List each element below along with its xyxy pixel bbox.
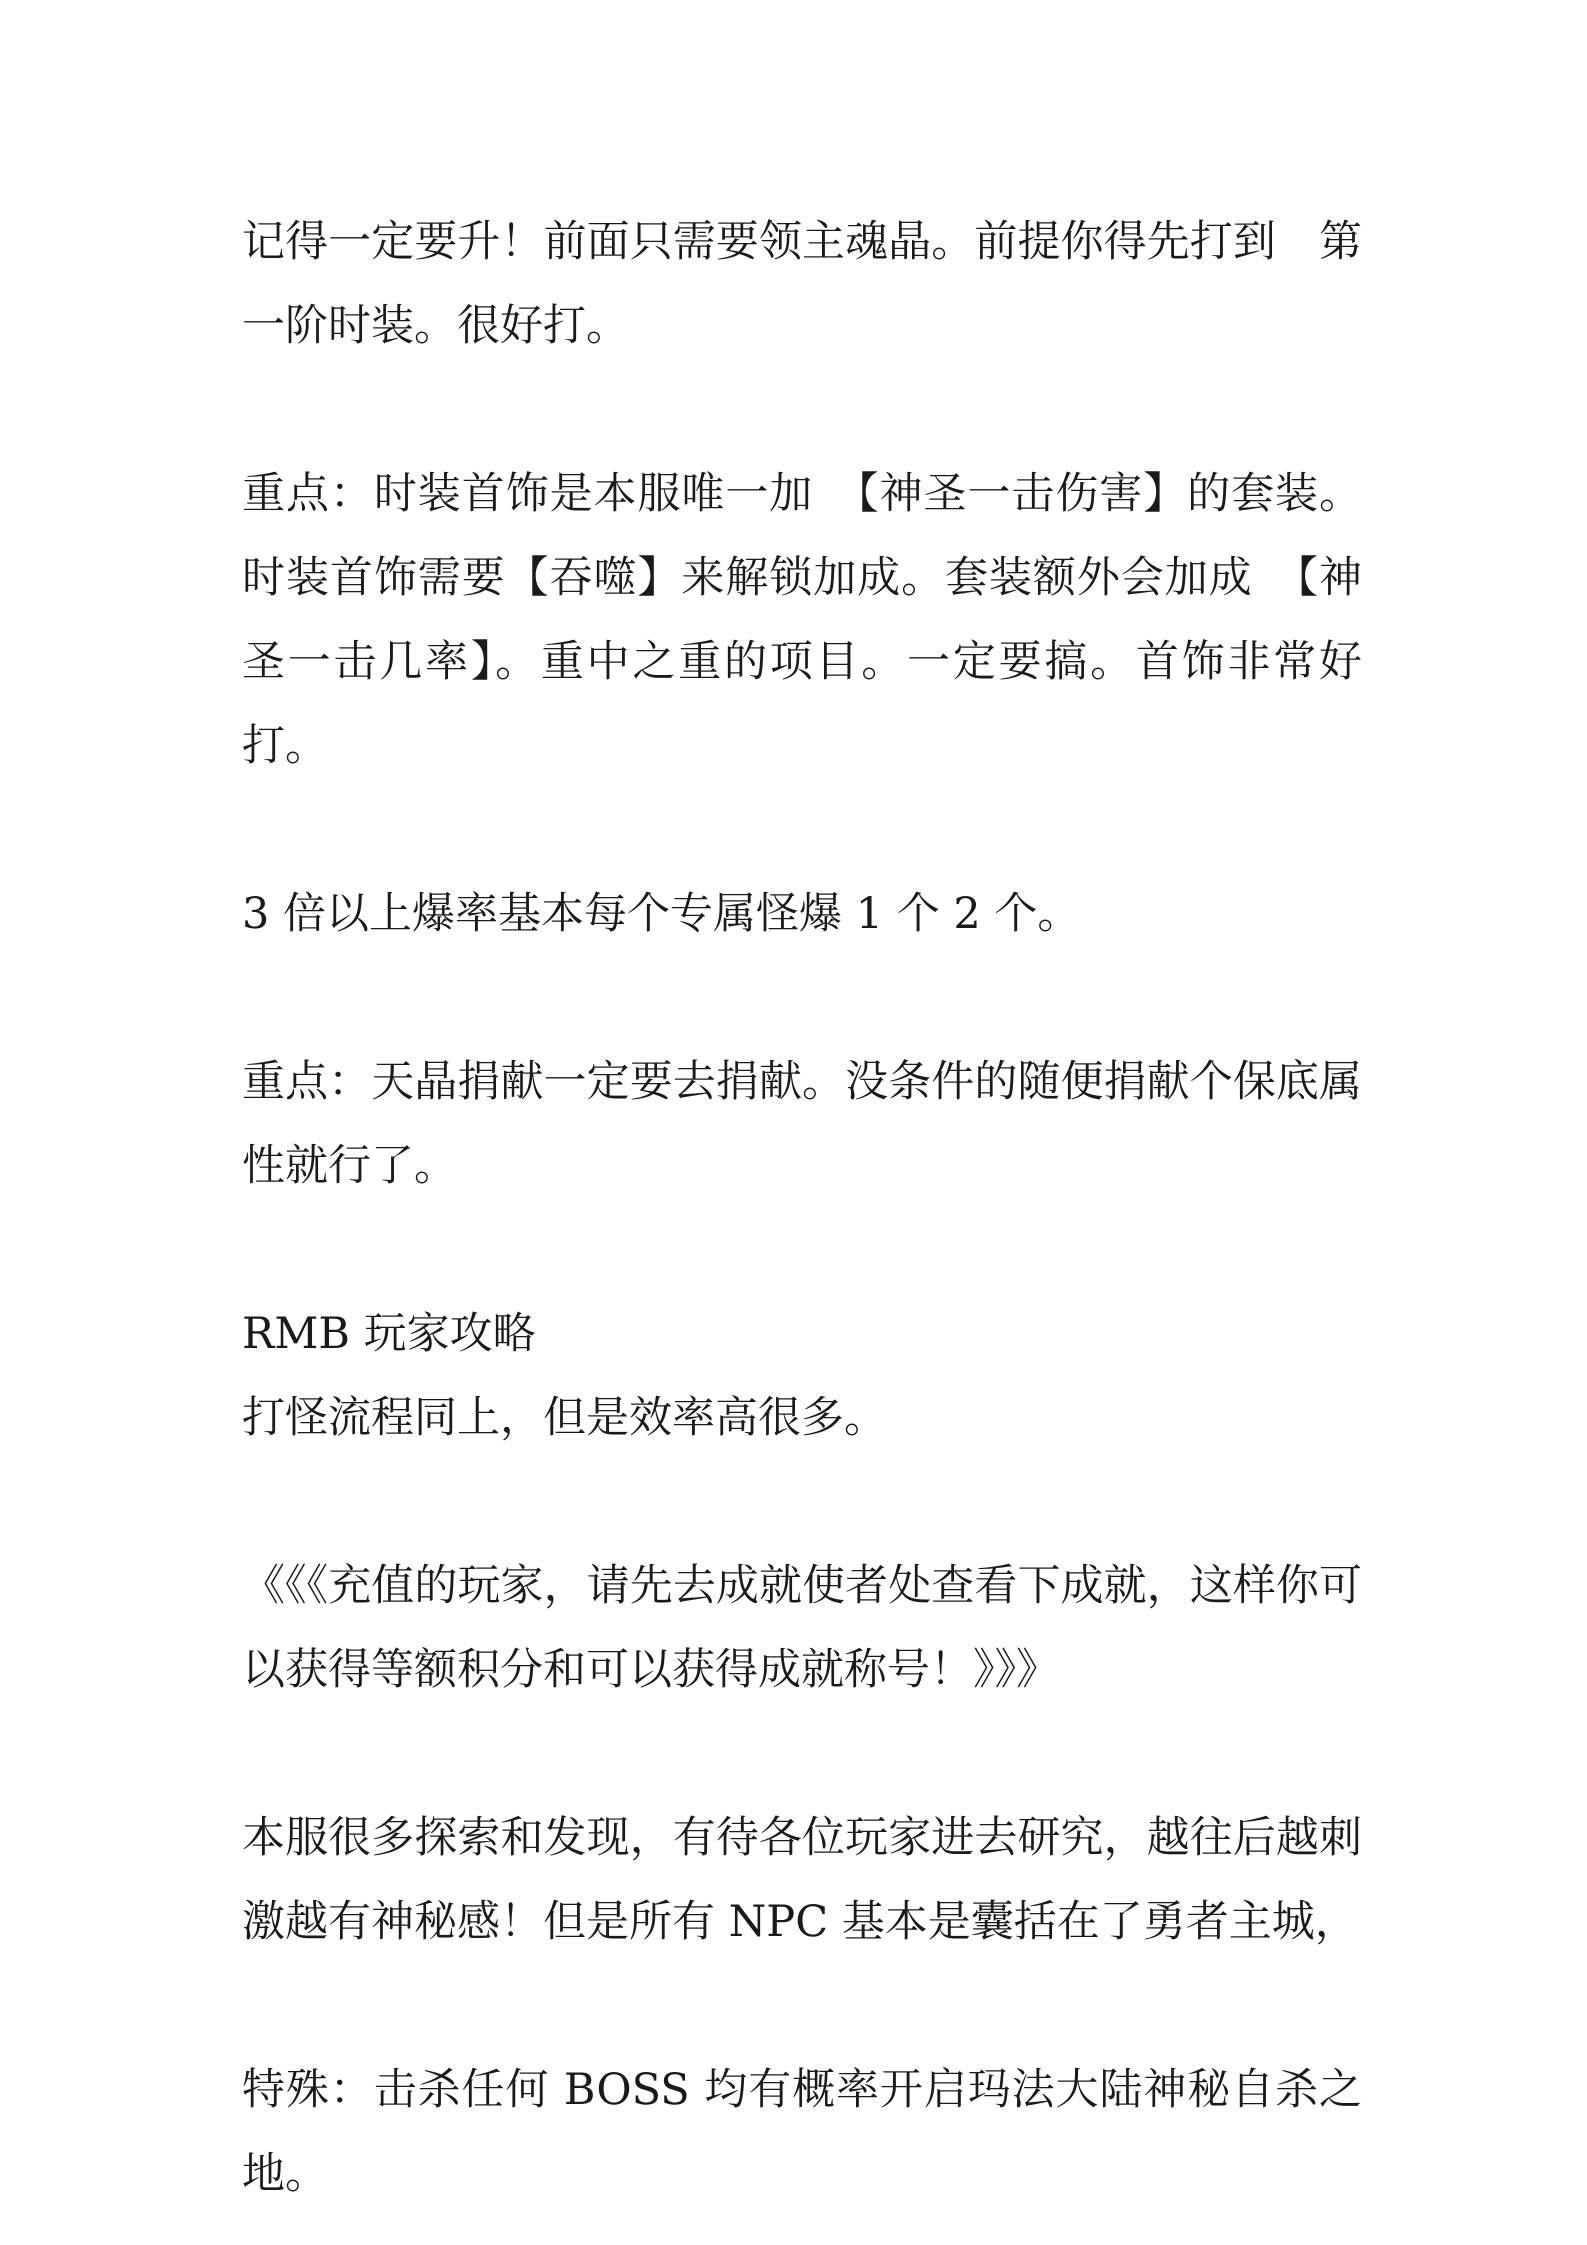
paragraph-accessory-key-point: 重点：时装首饰是本服唯一加 【神圣一击伤害】的套装。时装首饰需要【吞噬】来解锁加成。套装额外会加成 【神圣一击几率】。重中之重的项目。一定要搞。首饰非常好打。	[242, 469, 1362, 771]
paragraph-donation-key-point: 重点：天晶捐献一定要去捐献。没条件的随便捐献个保底属性就行了。	[242, 1057, 1362, 1191]
paragraph-upgrade-tip: 记得一定要升！前面只需要领主魂晶。前提你得先打到 第一阶时装。很好打。	[242, 217, 1362, 351]
paragraph-rmb-flow: 打怪流程同上，但是效率高很多。	[242, 1393, 887, 1443]
document-body	[242, 200, 1362, 2216]
paragraph-special-boss: 特殊：击杀任何 BOSS 均有概率开启玛法大陆神秘自杀之地。	[242, 2065, 1362, 2199]
paragraph-achievement-notice: 《《《充值的玩家，请先去成就使者处查看下成就，这样你可以获得等额积分和可以获得成就称号！》》》	[242, 1561, 1362, 1695]
section-heading-rmb-guide: RMB 玩家攻略	[242, 1309, 536, 1359]
paragraph-drop-rate: 3 倍以上爆率基本每个专属怪爆 1 个 2 个。	[242, 889, 1081, 939]
paragraph-exploration: 本服很多探索和发现，有待各位玩家进去研究，越往后越刺激越有神秘感！但是所有 NPC 基本是囊括在了勇者主城，	[242, 1813, 1362, 1947]
